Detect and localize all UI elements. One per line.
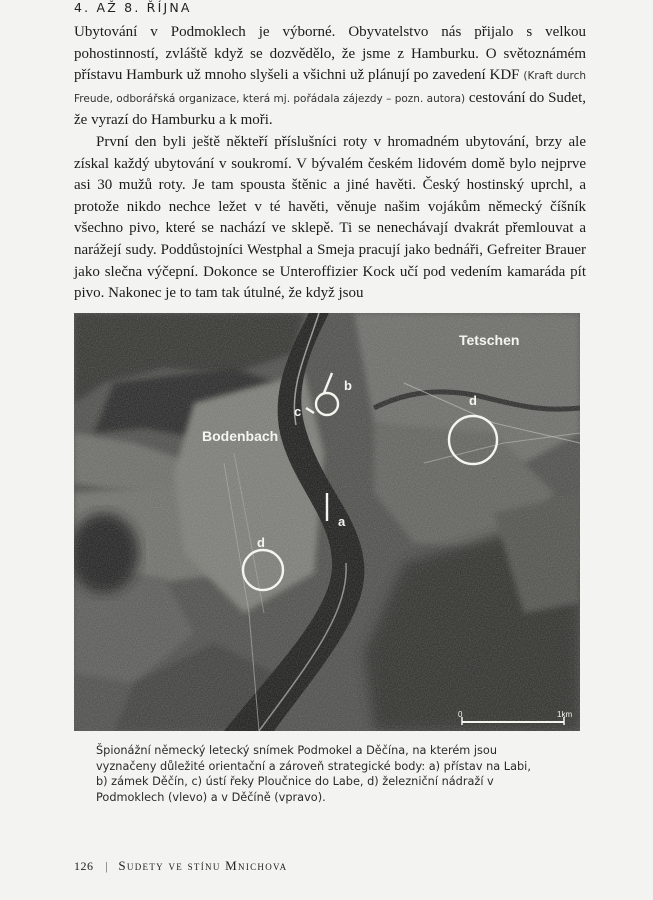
paragraph-2: První den byli ještě někteří příslušníci roty v hromadném ubytování, brzy ale získal každý ubytování v soukromí. V bývalém českém lidovém domě bylo nejprve asi 30 mužů roty. Je tam spousta štěnic a jiné havěti. Český hostinský uprchl, a protože nikdo nechce ležet v té havěti, věnuje našim vojákům německý číšník všechno pivo, které se nachází ve sklepě. Ti se nenechávají dvakrát přemlouvat a narážejí sudy. Poddůstojníci Westphal a Smeja pracují jako bednáři, Gefreiter Brauer jako slečna výčepní. Dokonce se Unteroffizier Kock učí pod vedením kamaráda pít pivo. Nakonec je to tam tak útulné, že když jsou — [74, 133, 586, 302]
author-note: (Kraft durch Freude, odborářská organizace, která mj. pořádala zájezdy – pozn. autora) — [74, 70, 587, 105]
footer-separator: | — [105, 859, 109, 873]
marker-b: b — [344, 378, 352, 393]
marker-a: a — [338, 514, 346, 529]
marker-d-left: d — [257, 535, 265, 550]
scale-end: 1km — [557, 710, 573, 719]
marker-d-right: d — [469, 393, 477, 408]
chapter-heading: 4. AŽ 8. ŘÍJNA — [74, 0, 192, 15]
label-tetschen: Tetschen — [459, 332, 520, 348]
book-title: Sudety ve stínu Mnichova — [118, 858, 288, 873]
page-number: 126 — [74, 859, 94, 873]
page-footer — [74, 858, 287, 874]
paragraph-1 — [74, 22, 586, 132]
paragraph-1-text-a: Ubytování v Podmoklech je výborné. Obyvatelstvo nás přijalo s velkou pohostinností, zvláště když se dozvědělo, že jsme z Hamburku. O světoznámém přístavu Hamburk už mnoho slyšeli a všichni už plánují po zavedení KDF — [74, 24, 586, 84]
body-text — [74, 22, 586, 305]
aerial-photo — [74, 313, 580, 731]
marker-c: c — [294, 404, 302, 419]
paragraph-1-text-b: cestování do Sudet, že vyrazí do Hamburku a k moři. — [74, 89, 586, 129]
aerial-photo-image — [74, 313, 580, 731]
label-bodenbach: Bodenbach — [202, 428, 279, 444]
photo-caption: Špionážní německý letecký snímek Podmokel a Děčína, na kterém jsou vyznačeny důležité orientační a zároveň strategické body: a) přístav na Labi, b) zámek Děčín, c) ústí řeky Ploučnice do Labe, d) železniční nádraží v Podmoklech (vlevo) a v Děčíně (vpravo). — [96, 744, 531, 804]
scale-start: 0 — [458, 710, 463, 719]
